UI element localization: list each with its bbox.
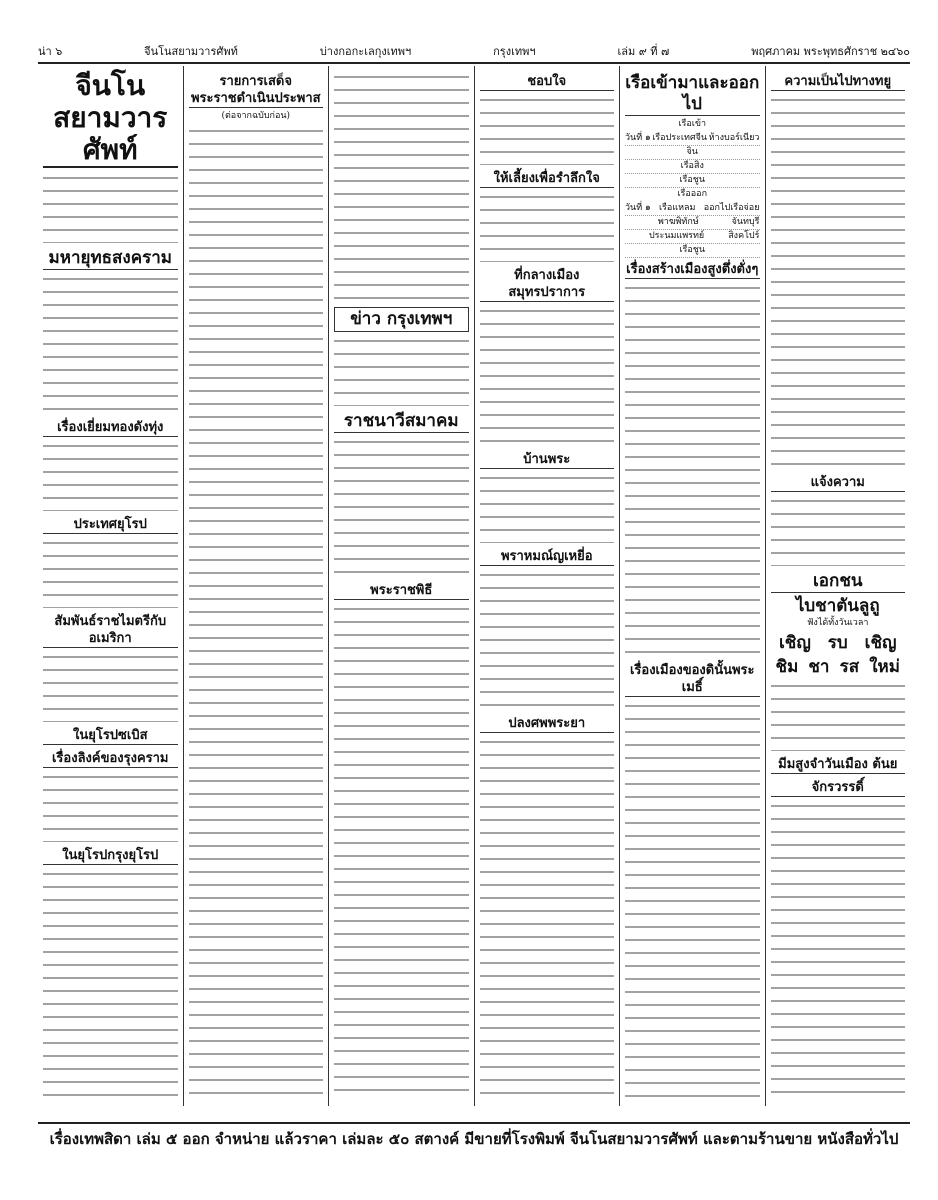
article-body bbox=[334, 604, 469, 1100]
article-subtitle: (ต่อจากฉบับก่อน) bbox=[221, 111, 291, 121]
advertisement-slogan: เชิญ รบ เชิญ bbox=[778, 633, 897, 653]
page-header bbox=[38, 40, 910, 64]
footer-banner: เรื่องเทพสิดา เล่ม ๕ ออก จำหน่าย แล้วราคา เล่มละ ๕๐ สตางค์ มีขายที่โรงพิมพ์ จีนโนสยามวารศัพท์ และตามร้านขาย หนังสือทั่วไป bbox=[38, 1122, 910, 1154]
article-title: พราหมณ์ญเหยี่อ bbox=[480, 548, 615, 566]
list-item: เรือชูน bbox=[625, 174, 760, 188]
list-item: เรือชูน bbox=[625, 244, 760, 258]
article-body bbox=[771, 329, 906, 469]
list-item: จิน bbox=[625, 146, 760, 160]
advertisement-title: จักรวรรดิ์ bbox=[771, 779, 906, 797]
article-title: ในยุโรปซเบิส bbox=[43, 727, 178, 745]
issue-date: พฤศภาคม พระพุทธศักราช ๒๔๖๐ bbox=[751, 45, 910, 58]
article-body bbox=[771, 496, 906, 566]
article-title: ปลงศพพระยา bbox=[480, 715, 615, 733]
list-item: ประนมแพรทย์ สิงคโปร์ bbox=[625, 230, 760, 244]
article-body bbox=[480, 473, 615, 543]
page-number: น่า ๖ bbox=[38, 45, 63, 58]
advertisement-body bbox=[771, 681, 906, 751]
article-body bbox=[334, 72, 469, 302]
list-item: วันที่ ๑ เรือแหลม ออกไปเรือจ่อย bbox=[625, 202, 760, 216]
advertisement-slogan: ชิม ชา รส ใหม่ bbox=[775, 657, 900, 677]
list-item: วันที่ ๑ เรือประเทศจีน ห้างบอร์เนียว bbox=[625, 132, 760, 146]
article-body bbox=[189, 126, 324, 1100]
shipping-title: เรือเข้ามาและออกไป bbox=[625, 73, 760, 114]
article-body bbox=[625, 517, 760, 657]
article-body bbox=[771, 95, 906, 325]
article-body bbox=[480, 570, 615, 710]
column-4 bbox=[474, 66, 620, 1106]
publisher: บ่างกอกะเลกุงเทพฯ bbox=[319, 45, 412, 58]
list-item: เรือสิง bbox=[625, 160, 760, 174]
ships-in-list bbox=[625, 132, 760, 188]
article-title: ราชนาวีสมาคม bbox=[334, 411, 469, 433]
article-body bbox=[625, 701, 760, 1100]
advertisement-title: ไบชาตันลูถู bbox=[795, 596, 880, 616]
issue-number: เล่ม ๙ ที่ ๗ bbox=[617, 45, 670, 58]
article-title: ที่กลางเมืองสมุทรปราการ bbox=[480, 267, 615, 302]
article-title: ในยุโรปกรุงยุโรป bbox=[43, 847, 178, 865]
column-6 bbox=[765, 66, 911, 1106]
article-title: สัมพันธ์ราชไมตรีกับอเมริกา bbox=[43, 613, 178, 648]
article-title: ประเทศยุโรป bbox=[43, 516, 178, 534]
article-body bbox=[480, 737, 615, 1100]
ships-in-label: เรือเข้า bbox=[678, 119, 707, 129]
article-body bbox=[43, 538, 178, 608]
masthead: จีนโนสยามวารศัพท์ bbox=[43, 70, 178, 168]
article-title: มหายุทธสงคราม bbox=[43, 248, 178, 270]
paper-name: จีนโนสยามวารศัพท์ bbox=[144, 45, 238, 58]
article-body bbox=[480, 192, 615, 262]
masthead-info bbox=[43, 173, 178, 243]
article-title: เรื่องสร้างเมืองสูงตึ่งตั่งๆ bbox=[626, 262, 759, 277]
column-3 bbox=[328, 66, 474, 1106]
article-title: พระราชพิธี bbox=[334, 582, 469, 600]
article-body bbox=[625, 283, 760, 513]
article-body bbox=[480, 306, 615, 446]
city: กรุงเทพฯ bbox=[493, 45, 536, 58]
article-body bbox=[480, 95, 615, 165]
article-body bbox=[43, 869, 178, 1100]
article-body bbox=[43, 441, 178, 511]
advertisement-title: มีมสูงจำวันเมือง ต้นย bbox=[771, 756, 906, 774]
article-title: บ้านพระ bbox=[480, 451, 615, 469]
column-5 bbox=[619, 66, 765, 1106]
article-body bbox=[43, 652, 178, 722]
article-title: ชอบใจ bbox=[480, 73, 615, 91]
list-item: พาฆพิทักษ์ จันทบุรี bbox=[625, 216, 760, 230]
column-1 bbox=[38, 66, 183, 1106]
ships-out-list bbox=[625, 202, 760, 258]
article-body bbox=[334, 336, 469, 406]
article-title: เรื่องเมืองของดินั้นพระเมธิ์ bbox=[625, 662, 760, 697]
article-title: รายการเสด็จพระราชดำเนินประพาส bbox=[189, 73, 324, 108]
advertisement-subtitle: ฟังได้ทั้งวันเวลา bbox=[807, 618, 869, 628]
article-title: แจ้งความ bbox=[771, 474, 906, 492]
ships-out-label: เรือออก bbox=[677, 189, 708, 199]
article-title: ให้เลี้ยงเพื่อรำลึกใจ bbox=[480, 170, 615, 188]
advertisement-body bbox=[771, 801, 906, 1100]
article-title: เรื่องเยี่ยมทองดังทุ่ง bbox=[43, 419, 178, 437]
section-title: เอกชน bbox=[771, 571, 906, 593]
section-title: ข่าว กรุงเทพฯ bbox=[334, 307, 469, 332]
article-title: ความเป็นไปทางทยู bbox=[771, 73, 906, 91]
article-body bbox=[43, 772, 178, 842]
article-body bbox=[334, 437, 469, 577]
column-2 bbox=[183, 66, 329, 1106]
article-title: เรื่องลิงค์ของรุงคราม bbox=[43, 750, 178, 768]
columns bbox=[38, 66, 910, 1106]
newspaper-page bbox=[38, 40, 910, 1160]
article-body bbox=[43, 274, 178, 414]
